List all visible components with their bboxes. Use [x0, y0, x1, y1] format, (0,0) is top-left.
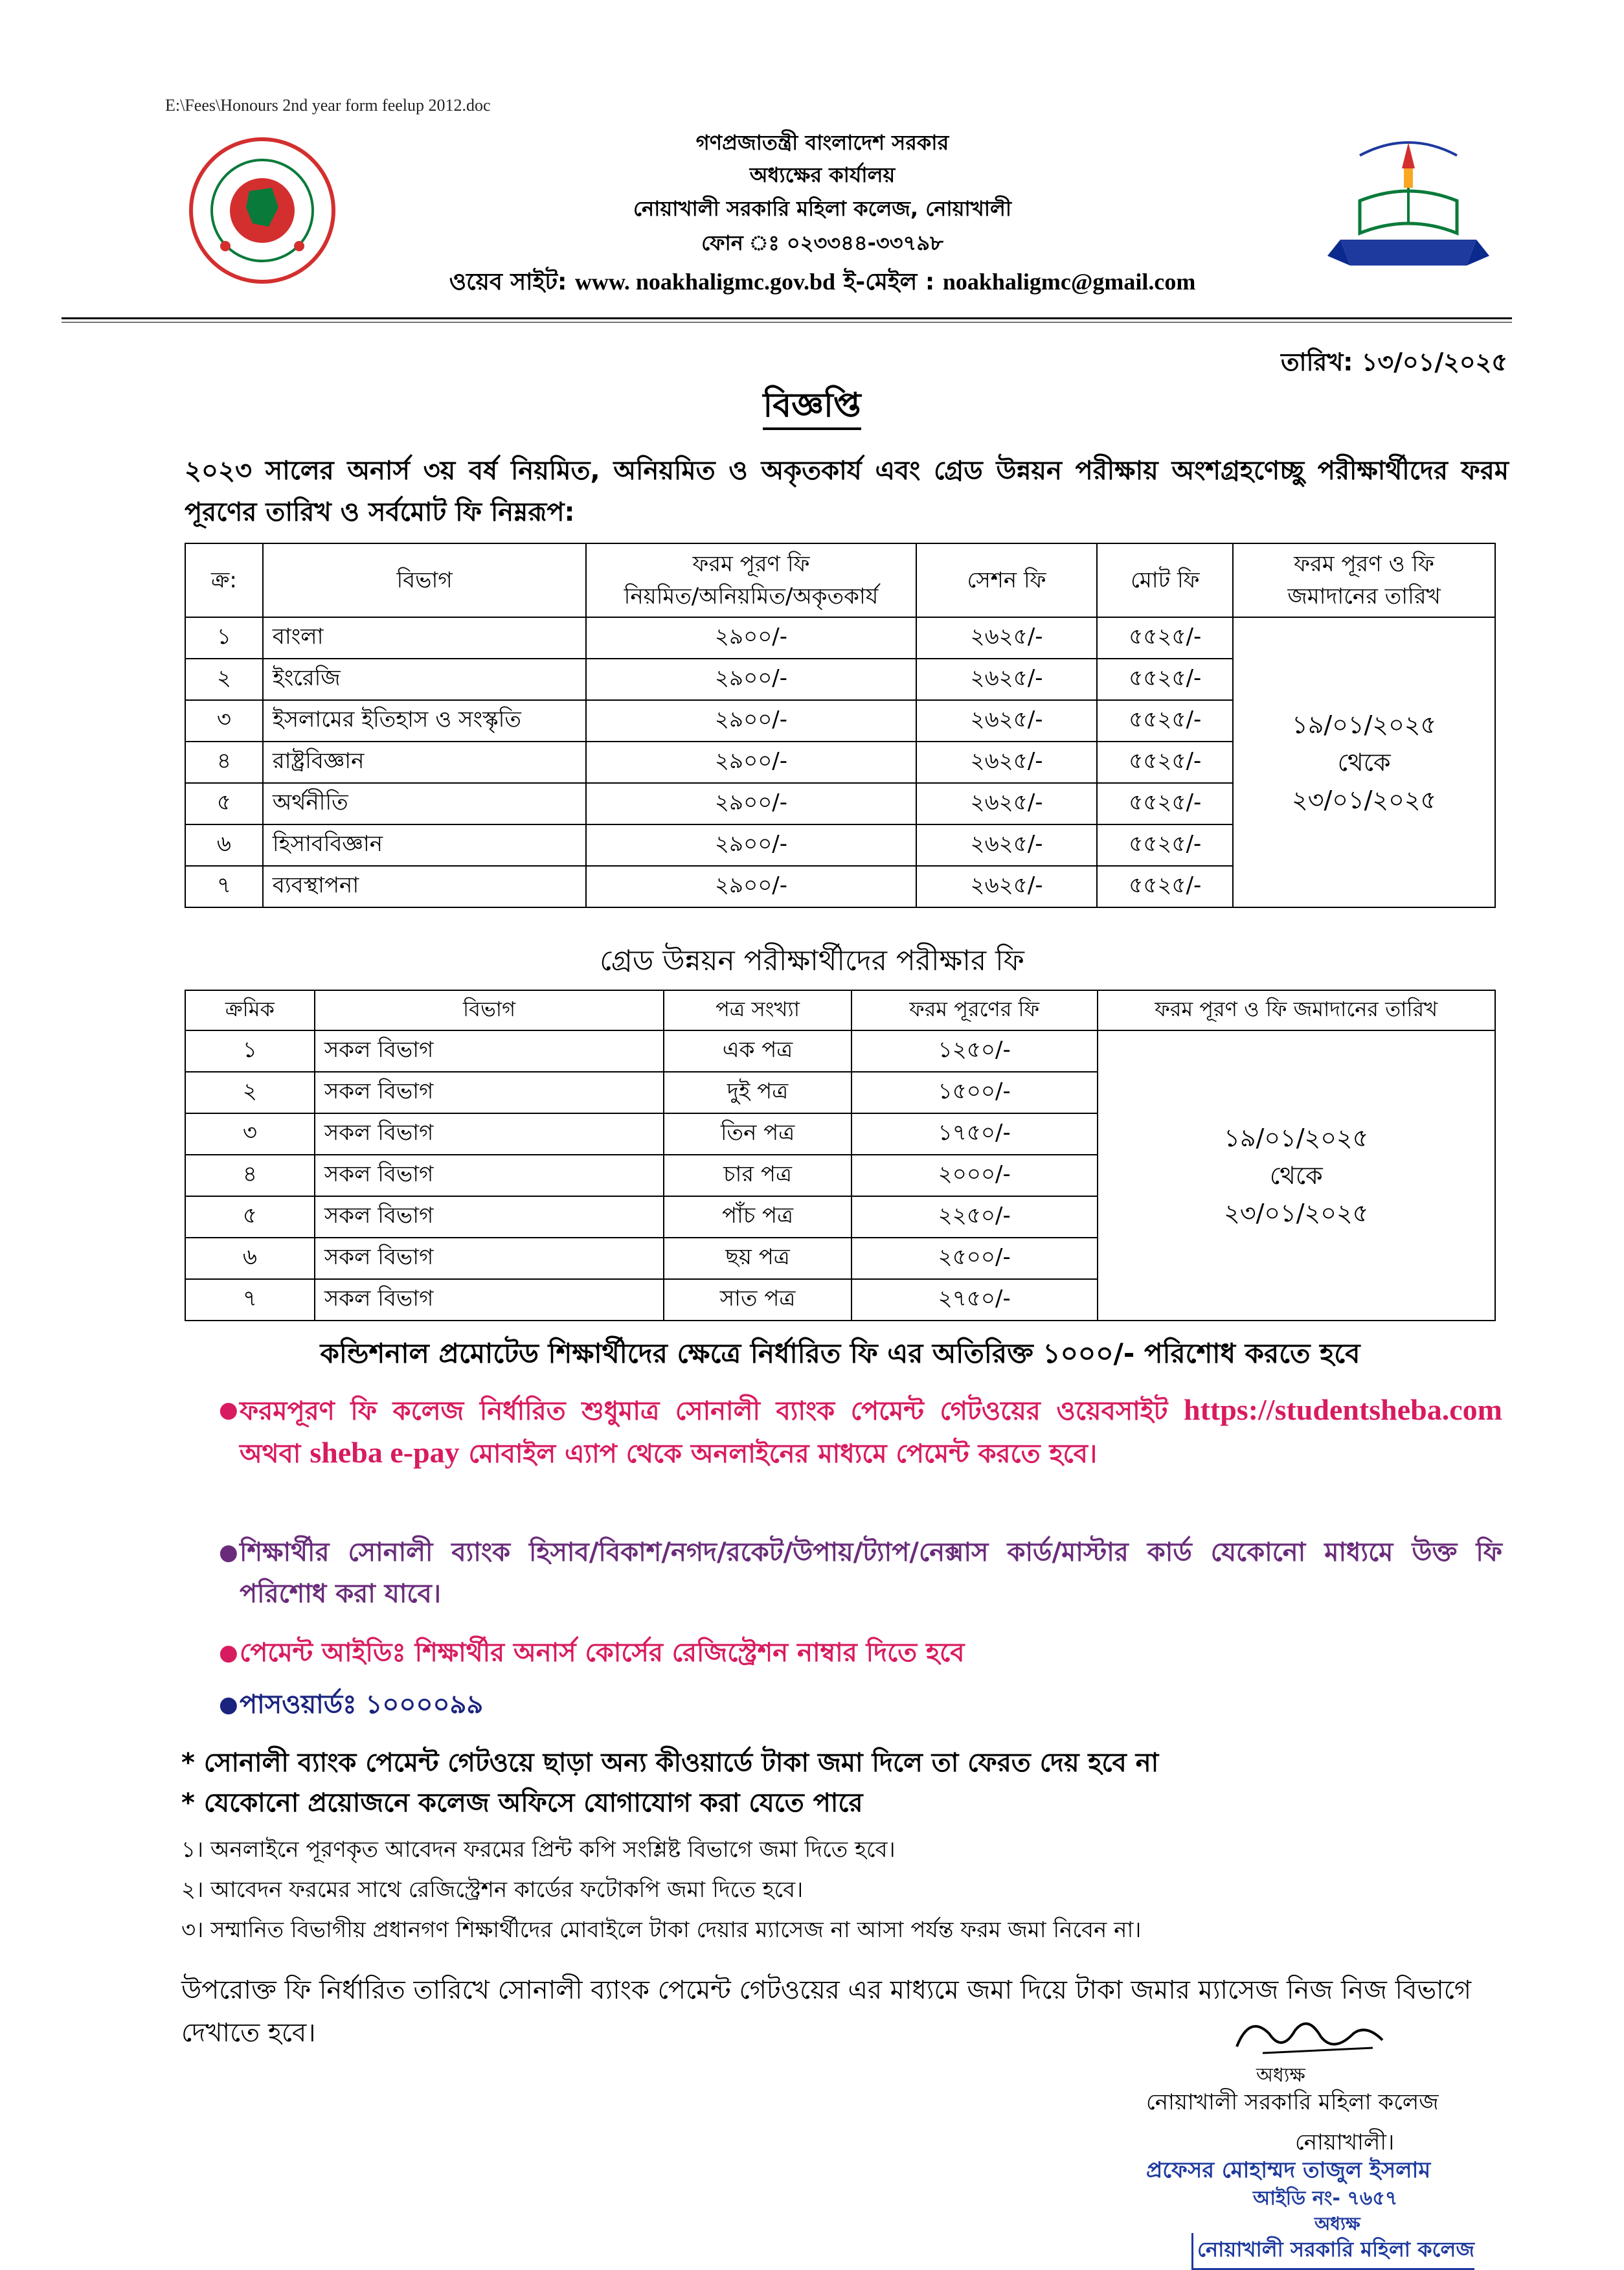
- bullet-dot-icon: ●: [219, 1539, 238, 1565]
- row-total-fee: ৫৫২৫/-: [1097, 700, 1233, 742]
- web-label: ওয়েব সাইট:: [449, 269, 567, 295]
- row-total-fee: ৫৫২৫/-: [1097, 617, 1233, 659]
- row-fee: ২০০০/-: [851, 1155, 1098, 1196]
- website-link[interactable]: www. noakhaligmc.gov.bd: [574, 269, 836, 295]
- date-mid: থেকে: [1269, 1161, 1323, 1190]
- row-serial: ৭: [185, 866, 263, 907]
- notice-title: [0, 379, 1624, 435]
- col-papers: পত্র সংখ্যা: [664, 990, 851, 1030]
- row-dept: সকল বিভাগ: [315, 1072, 664, 1113]
- row-dept: সকল বিভাগ: [315, 1113, 664, 1155]
- notice-title-text: বিজ্ঞপ্তি: [763, 386, 861, 430]
- row-serial: ৬: [185, 824, 263, 866]
- header-divider: [62, 317, 1512, 319]
- email-link[interactable]: noakhaligmc@gmail.com: [942, 269, 1196, 295]
- grade-fee-table: [185, 990, 1496, 1321]
- row-session-fee: ২৬২৫/-: [916, 824, 1098, 866]
- header-divider-thin: [62, 322, 1512, 323]
- payment-text-2: অথবা: [240, 1439, 301, 1469]
- row-dept: সকল বিভাগ: [315, 1030, 664, 1072]
- fee-table-header: [185, 543, 1495, 617]
- row-session-fee: ২৬২৫/-: [916, 700, 1098, 742]
- row-total-fee: ৫৫২৫/-: [1097, 742, 1233, 783]
- row-session-fee: ২৬২৫/-: [916, 617, 1098, 659]
- col-session: সেশন ফি: [916, 543, 1098, 617]
- row-papers: সাত পত্র: [664, 1279, 851, 1321]
- row-form-fee: ২৯০০/-: [586, 824, 916, 866]
- row-serial: ২: [185, 1072, 315, 1113]
- payment-text-1: ফরমপূরণ ফি কলেজ নির্ধারিত শুধুমাত্র সোনালী ব্যাংক পেমেন্ট গেটওয়ের ওয়েবসাইট: [240, 1396, 1168, 1426]
- payment-id-bullet: [219, 1632, 1502, 1674]
- col-dept: বিভাগ: [263, 543, 586, 617]
- date-from: ১৯/০১/২০২৫: [1292, 710, 1437, 739]
- row-fee: ২২৫০/-: [851, 1196, 1098, 1238]
- date-to: ২৩/০১/২০২৫: [1292, 786, 1437, 814]
- payment-bullet: [219, 1389, 1502, 1475]
- row-dept: রাষ্ট্রবিজ্ঞান: [263, 742, 586, 783]
- table2-date-range: [1098, 1030, 1495, 1321]
- row-serial: ২: [185, 659, 263, 700]
- row-dept: ইংরেজি: [263, 659, 586, 700]
- row-serial: ৪: [185, 1155, 315, 1196]
- row-form-fee: ২৯০০/-: [586, 742, 916, 783]
- table-row: [185, 617, 1495, 659]
- bullet-dot-icon: ●: [219, 1640, 238, 1666]
- col-form-fee-l2: নিয়মিত/অনিয়মিত/অকৃতকার্য: [624, 584, 879, 609]
- row-dept: ইসলামের ইতিহাস ও সংস্কৃতি: [263, 700, 586, 742]
- warning-note-1: * সোনালী ব্যাংক পেমেন্ট গেটওয়ে ছাড়া অন্য কীওয়ার্ডে টাকা জমা দিলে তা ফেরত দেয় হবে না: [181, 1748, 1159, 1778]
- col-total: মোট ফি: [1097, 543, 1233, 617]
- sheba-epay-app: sheba e-pay: [310, 1436, 460, 1469]
- row-session-fee: ২৬২৫/-: [916, 866, 1098, 907]
- header-phone: ফোন ঃ ০২৩৩৪৪-৩৩৭৯৮: [701, 231, 943, 255]
- row-serial: ৭: [185, 1279, 315, 1321]
- row-fee: ১৭৫০/-: [851, 1113, 1098, 1155]
- col-date-l1: ফরম পূরণ ও ফি: [1294, 551, 1435, 577]
- date-from: ১৯/০১/২০২৫: [1224, 1124, 1369, 1152]
- signature-icon: [1224, 2008, 1392, 2066]
- col-dept: বিভাগ: [315, 990, 664, 1030]
- row-session-fee: ২৬২৫/-: [916, 742, 1098, 783]
- government-seal-icon: [188, 136, 337, 285]
- bullet-dot-icon: ●: [219, 1692, 238, 1718]
- date-mid: থেকে: [1337, 748, 1391, 777]
- row-fee: ২৭৫০/-: [851, 1279, 1098, 1321]
- row-session-fee: ২৬২৫/-: [916, 783, 1098, 824]
- file-path: E:\Fees\Honours 2nd year form feelup 2012.doc: [165, 96, 491, 115]
- header-office: অধ্যক্ষের কার্যালয়: [749, 163, 896, 187]
- signature-place: নোয়াখালী।: [1295, 2129, 1395, 2155]
- signature-college: নোয়াখালী সরকারি মহিলা কলেজ: [1146, 2089, 1439, 2115]
- warning-note-2: * যেকোনো প্রয়োজনে কলেজ অফিসে যোগাযোগ করা যেতে পারে: [181, 1788, 863, 1818]
- table1-date-range: [1233, 617, 1495, 907]
- password-bullet: [219, 1684, 1502, 1725]
- row-dept: অর্থনীতি: [263, 783, 586, 824]
- row-serial: ৫: [185, 783, 263, 824]
- row-dept: সকল বিভাগ: [315, 1196, 664, 1238]
- row-dept: সকল বিভাগ: [315, 1279, 664, 1321]
- row-papers: দুই পত্র: [664, 1072, 851, 1113]
- row-serial: ১: [185, 617, 263, 659]
- row-dept: হিসাববিজ্ঞান: [263, 824, 586, 866]
- signature-role: অধ্যক্ষ: [1256, 2064, 1305, 2087]
- email-label: ই-মেইল :: [843, 269, 935, 295]
- studentsheba-link[interactable]: https://studentsheba.com: [1183, 1393, 1502, 1426]
- col-form-fee: [586, 543, 916, 617]
- header-college: নোয়াখালী সরকারি মহিলা কলেজ, নোয়াখালী: [633, 196, 1012, 221]
- payment-methods-bullet: [219, 1532, 1502, 1615]
- row-form-fee: ২৯০০/-: [586, 659, 916, 700]
- row-form-fee: ২৯০০/-: [586, 866, 916, 907]
- password-text: পাসওয়ার্ডঃ ১০০০০৯৯: [240, 1690, 484, 1720]
- row-serial: ৬: [185, 1238, 315, 1279]
- conditional-promoted-note: কন্ডিশনাল প্রমোটেড শিক্ষার্থীদের ক্ষেত্রে নির্ধারিত ফি এর অতিরিক্ত ১০০০/- পরিশোধ করতে হবে: [320, 1337, 1360, 1369]
- payment-methods-text: শিক্ষার্থীর সোনালী ব্যাংক হিসাব/বিকাশ/নগদ/রকেট/উপায়/ট্যাপ/নেক্সাস কার্ড/মাস্টার কার্ড যেকোনো মাধ্যমে উক্ত ফি পরিশোধ করা যাবে।: [240, 1538, 1502, 1609]
- row-papers: ছয় পত্র: [664, 1238, 851, 1279]
- header-govt: গণপ্রজাতন্ত্রী বাংলাদেশ সরকার: [695, 130, 949, 155]
- row-total-fee: ৫৫২৫/-: [1097, 659, 1233, 700]
- row-fee: ১৫০০/-: [851, 1072, 1098, 1113]
- col-serial: ক্র:: [185, 543, 263, 617]
- instruction-1: ১। অনলাইনে পূরণকৃত আবেদন ফরমের প্রিন্ট কপি সংশ্লিষ্ট বিভাগে জমা দিতে হবে।: [181, 1837, 896, 1863]
- seal-name: প্রফেসর মোহাম্মদ তাজুল ইসলাম: [1146, 2157, 1431, 2183]
- row-serial: ১: [185, 1030, 315, 1072]
- fee-table: [185, 543, 1496, 908]
- payment-id-text: পেমেন্ট আইডিঃ শিক্ষার্থীর অনার্স কোর্সের রেজিস্ট্রেশন নাম্বার দিতে হবে: [240, 1638, 965, 1668]
- instruction-3: ৩। সম্মানিত বিভাগীয় প্রধানগণ শিক্ষার্থীদের মোবাইলে টাকা দেয়ার ম্যাসেজ না আসা পর্যন্ত ফরম জমা নিবেন না।: [181, 1917, 1142, 1943]
- col-fee: ফরম পূরণের ফি: [851, 990, 1098, 1030]
- row-papers: এক পত্র: [664, 1030, 851, 1072]
- col-date: ফরম পূরণ ও ফি জমাদানের তারিখ: [1098, 990, 1495, 1030]
- row-total-fee: ৫৫২৫/-: [1097, 824, 1233, 866]
- row-session-fee: ২৬২৫/-: [916, 659, 1098, 700]
- instruction-2: ২। আবেদন ফরমের সাথে রেজিস্ট্রেশন কার্ডের ফটোকপি জমা দিতে হবে।: [181, 1877, 804, 1903]
- row-form-fee: ২৯০০/-: [586, 700, 916, 742]
- grade-fee-table-header: [185, 990, 1495, 1030]
- notice-date: তারিখ: ১৩/০১/২০২৫: [1281, 348, 1507, 376]
- row-total-fee: ৫৫২৫/-: [1097, 783, 1233, 824]
- row-dept: বাংলা: [263, 617, 586, 659]
- seal-id: আইডি নং- ৭৬৫৭: [1253, 2187, 1398, 2210]
- date-to: ২৩/০১/২০২৫: [1224, 1199, 1369, 1227]
- final-note: উপরোক্ত ফি নির্ধারিত তারিখে সোনালী ব্যাংক পেমেন্ট গেটওয়ের এর মাধ্যমে জমা দিয়ে টাকা জমার ম্যাসেজ নিজ নিজ বিভাগে দেখাতে হবে।: [181, 1975, 1472, 2048]
- row-papers: পাঁচ পত্র: [664, 1196, 851, 1238]
- intro-paragraph: ২০২৩ সালের অনার্স ৩য় বর্ষ নিয়মিত, অনিয়মিত ও অকৃতকার্য এবং গ্রেড উন্নয়ন পরীক্ষায় অংশগ্রহণেচ্ছু পরীক্ষার্থীদের ফরম পূরণের তারিখ ও সর্বমোট ফি নিম্নরূপ:: [185, 456, 1509, 527]
- seal-role: অধ্যক্ষ: [1314, 2213, 1360, 2234]
- col-date-l2: জমাদানের তারিখ: [1287, 584, 1441, 609]
- row-dept: সকল বিভাগ: [315, 1155, 664, 1196]
- row-form-fee: ২৯০০/-: [586, 617, 916, 659]
- row-fee: ১২৫০/-: [851, 1030, 1098, 1072]
- seal-college: নোয়াখালী সরকারি মহিলা কলেজ: [1191, 2233, 1474, 2270]
- header-contact: [363, 264, 1282, 303]
- row-dept: ব্যবস্থাপনা: [263, 866, 586, 907]
- row-serial: ৫: [185, 1196, 315, 1238]
- payment-text-3: মোবাইল এ্যাপ থেকে অনলাইনের মাধ্যমে পেমেন্ট করতে হবে।: [468, 1439, 1098, 1469]
- row-serial: ৪: [185, 742, 263, 783]
- row-form-fee: ২৯০০/-: [586, 783, 916, 824]
- row-serial: ৩: [185, 700, 263, 742]
- grade-improvement-subtitle: গ্রেড উন্নয়ন পরীক্ষার্থীদের পরীক্ষার ফি: [600, 944, 1024, 977]
- row-papers: তিন পত্র: [664, 1113, 851, 1155]
- row-papers: চার পত্র: [664, 1155, 851, 1196]
- col-date: [1233, 543, 1495, 617]
- row-total-fee: ৫৫২৫/-: [1097, 866, 1233, 907]
- row-serial: ৩: [185, 1113, 315, 1155]
- col-serial: ক্রমিক: [185, 990, 315, 1030]
- row-fee: ২৫০০/-: [851, 1238, 1098, 1279]
- table-row: [185, 1030, 1495, 1072]
- row-dept: সকল বিভাগ: [315, 1238, 664, 1279]
- col-form-fee-l1: ফরম পূরণ ফি: [692, 551, 810, 577]
- college-emblem-icon: [1321, 117, 1496, 291]
- bullet-dot-icon: ●: [219, 1397, 238, 1423]
